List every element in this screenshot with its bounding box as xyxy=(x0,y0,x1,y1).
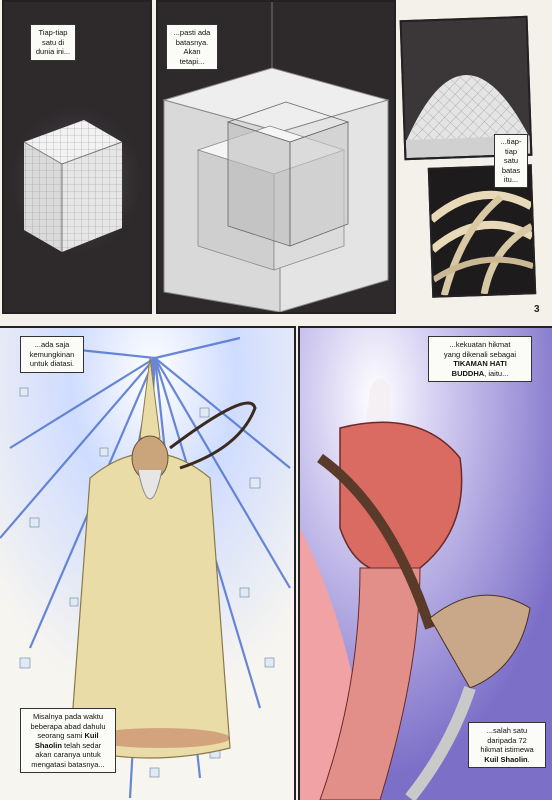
caption-line xyxy=(473,755,541,765)
panel-fist xyxy=(298,326,552,800)
caption-kekuatan-hikmat xyxy=(428,336,532,382)
caption-salah-satu xyxy=(468,722,546,768)
caption-line: tetapi... xyxy=(179,56,205,66)
caption-line xyxy=(25,741,111,751)
caption-line: ...ada saja xyxy=(34,340,70,349)
caption-line: Tiap-tiap xyxy=(38,28,68,37)
caption-text: , iaitu... xyxy=(484,368,509,378)
caption-line: batasnya. xyxy=(175,37,209,47)
caption-line xyxy=(433,359,527,369)
caption-bold: Kuil Shaolin xyxy=(484,754,528,764)
caption-line: Akan xyxy=(183,47,201,56)
caption-line: ...tiap- xyxy=(500,137,522,146)
caption-line: akan caranya untuk xyxy=(35,750,101,759)
caption-line: tiap xyxy=(504,146,518,156)
panel-cube xyxy=(2,0,152,314)
caption-line: daripada 72 xyxy=(487,735,527,745)
caption-text: . xyxy=(527,754,530,764)
caption-line: ...salah satu xyxy=(486,726,528,735)
caption-line: batas xyxy=(501,165,521,175)
caption-misalnya xyxy=(20,708,116,773)
caption-line: Misalnya pada waktu xyxy=(32,712,104,721)
caption-line: mengatasi batasnya... xyxy=(31,759,105,769)
caption-line: hikmat istimewa xyxy=(480,745,534,754)
cube-illustration xyxy=(4,2,150,312)
caption-line: untuk diatasi. xyxy=(29,359,75,368)
page-number: 3 xyxy=(534,304,540,315)
caption-bold: Shaolin xyxy=(34,740,62,750)
caption-line: beberapa abad dahulu xyxy=(30,721,106,731)
caption-line xyxy=(25,731,111,741)
caption-tiap-tiap xyxy=(30,24,76,61)
caption-line: dunia ini... xyxy=(35,47,71,56)
caption-text: seorang sami xyxy=(37,731,83,740)
caption-line: satu di xyxy=(41,37,65,47)
caption-line: satu xyxy=(503,156,519,165)
caption-line: ...pasti ada xyxy=(173,28,211,37)
caption-line: itu... xyxy=(503,175,519,184)
caption-tiap-tiap-batas xyxy=(494,134,528,188)
caption-line: kemungkinan xyxy=(29,349,75,359)
caption-pasti-ada xyxy=(166,24,218,70)
caption-line: ...kekuatan hikmat xyxy=(449,340,511,349)
caption-bold: BUDDHA xyxy=(451,368,485,378)
caption-line: yang dikenali sebagai xyxy=(443,349,517,359)
caption-line xyxy=(433,369,527,379)
panel-monk xyxy=(0,326,296,800)
caption-text: telah sedar xyxy=(64,740,102,750)
caption-bold: Kuil xyxy=(84,731,99,740)
caption-ada-saja xyxy=(20,336,84,373)
panel-nested-cubes xyxy=(156,0,396,314)
caption-bold: TIKAMAN HATI xyxy=(453,359,507,368)
